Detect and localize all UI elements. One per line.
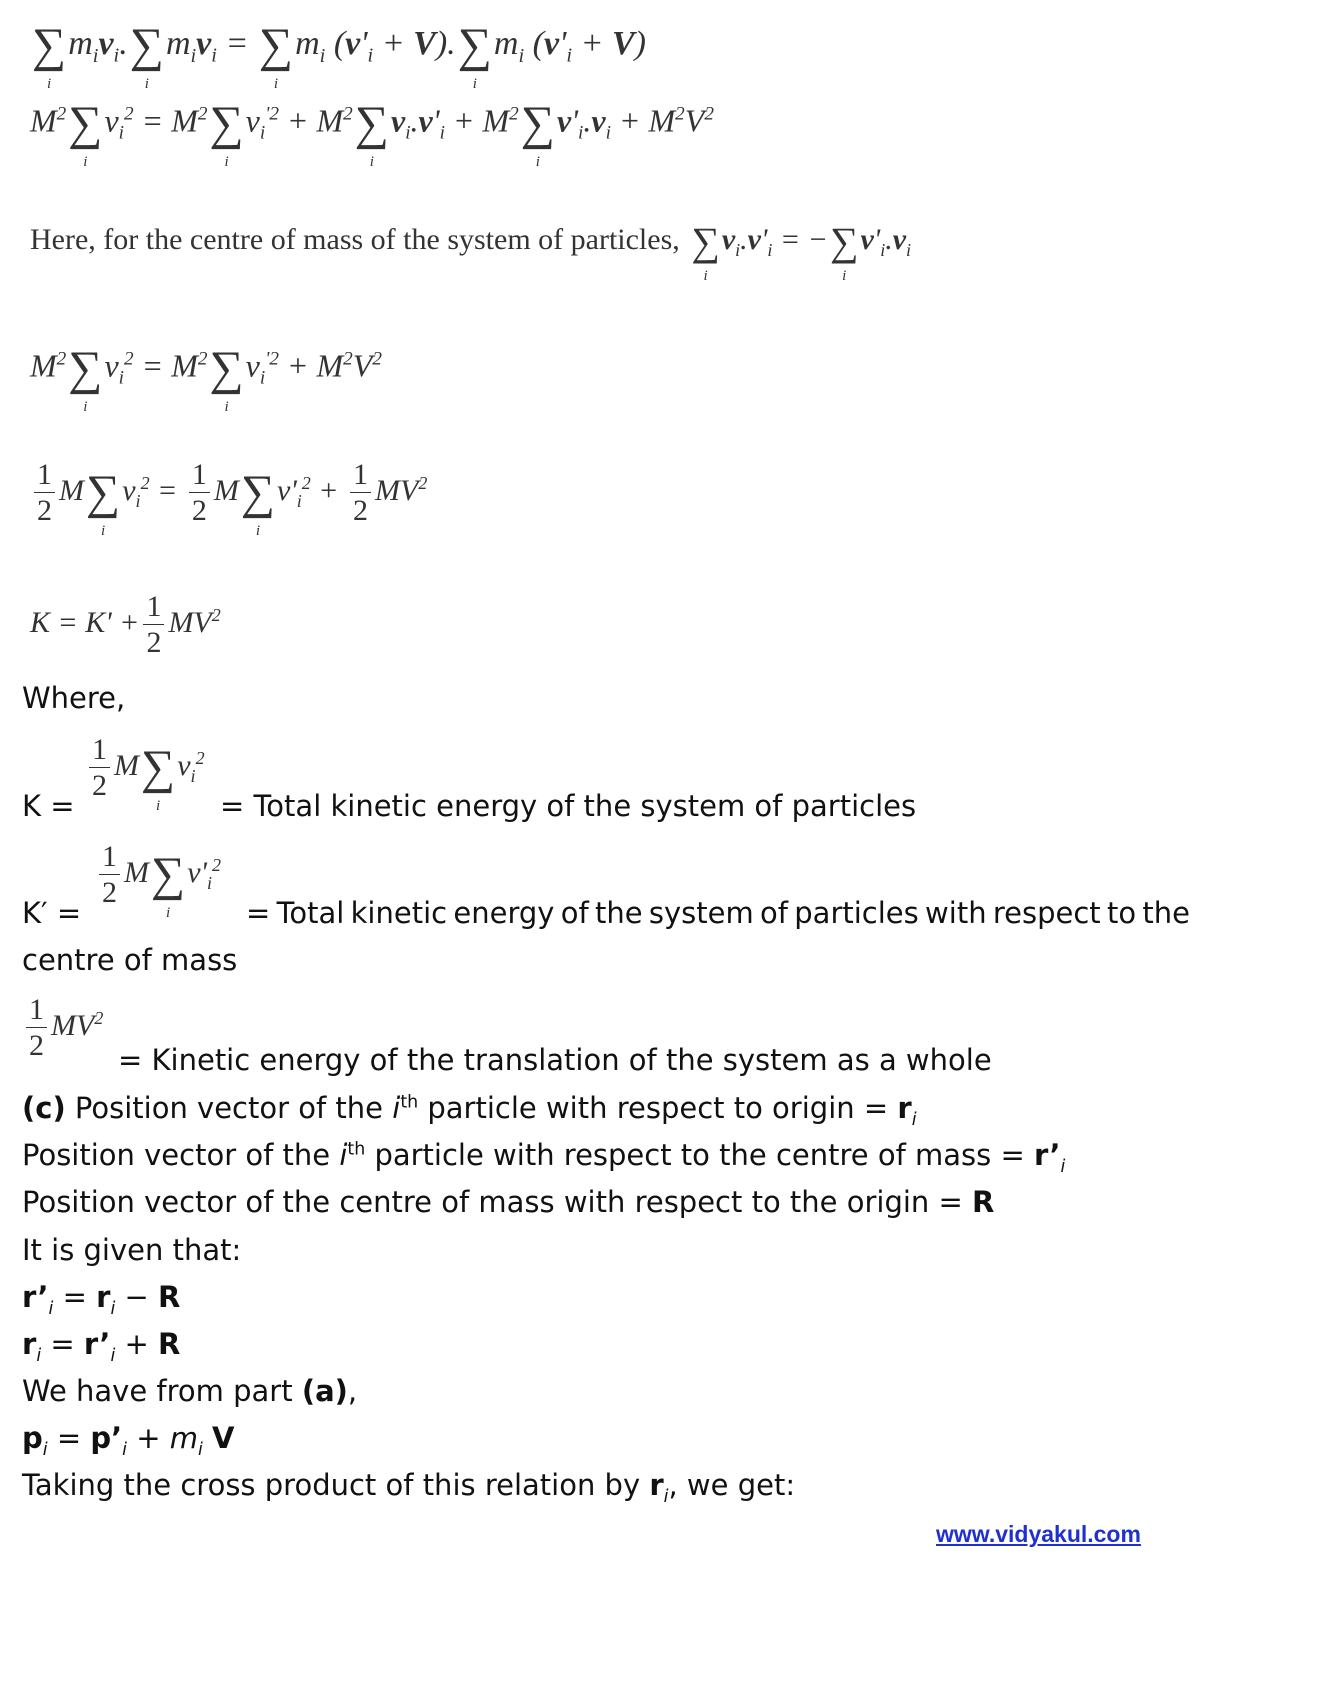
kprime-word: of	[760, 896, 788, 930]
kprime-word: the	[594, 896, 643, 930]
kprime-word: with	[925, 896, 987, 930]
part-c-line: (c) Position vector of the $i^{th}$ particle with respect to origin = $r_i$	[22, 1091, 917, 1130]
kprime-label: K′ =	[22, 896, 82, 930]
k-label: K =	[22, 789, 75, 823]
kprime-word: particles	[794, 896, 919, 930]
equation-momentum-product: ∑ i $m_iv_i.\sum$ i $m_iv_i$ = ∑ i $m_i$ $(v'_i + V).\sum$ i $m_i$ $(v'_i + V)$	[32, 19, 646, 92]
where-label: Where,	[22, 681, 126, 715]
equation-kinetic: K = K' + $\frac{1}{2}$ $MV^2$	[30, 590, 221, 659]
kprime-word: of	[560, 896, 589, 930]
translation-formula: $\frac{1}{2}$ $MV^2$	[22, 995, 103, 1061]
kprime-word: energy	[453, 896, 555, 930]
k-description: = Total kinetic energy of the system of particles	[220, 789, 917, 823]
kprime-word: kinetic	[350, 896, 448, 930]
kprime-word: respect	[992, 896, 1101, 930]
centre-of-mass-condition: Here, for the centre of mass of the system of particles, ∑ i $v_i.v'_i$ = −∑ i $v'_i.v_i$	[30, 219, 912, 284]
footer-link[interactable]: www.vidyakul.com	[936, 1521, 1141, 1547]
relation-r: $r_i$ = $r’_i + R$	[22, 1327, 181, 1366]
kprime-formula: $\frac{1}{2}$ M∑ i $v'_i^2$	[95, 842, 221, 908]
kprime-word: the	[1142, 896, 1190, 930]
equation-halves: $\frac{1}{2}$ M∑ i $v_i^2$ = $\frac{1}{2}$ M∑ i $v'_i^2$ + $\frac{1}{2}$ $MV^2$	[30, 460, 427, 526]
cross-product-line: Taking the cross product of this relation by $r_i$, we get:	[22, 1468, 796, 1507]
kprime-word: to	[1106, 896, 1137, 930]
kprime-description	[246, 896, 1190, 930]
given-line: It is given that:	[22, 1233, 242, 1267]
equation-simplified: $M^2\sum$ i $v_i^2 = M^2\sum$ i $v_i^{'2} + M^2V^2$	[30, 342, 382, 415]
kprime-word: Total	[276, 896, 345, 930]
momentum-relation: $p_i$ = $p’_i + m_i$ V	[22, 1421, 235, 1460]
translation-description: = Kinetic energy of the translation of the system as a whole	[118, 1043, 992, 1077]
relation-r-prime: $r’_i = r_i - R$	[22, 1280, 181, 1319]
kprime-word: =	[246, 896, 271, 930]
position-vector-cm-line: Position vector of the $i^{th}$ particle with respect to the centre of mass = $r’_i$	[22, 1138, 1066, 1177]
kprime-word: system	[648, 896, 754, 930]
k-formula: $\frac{1}{2}$ M∑ i $v_i^2$	[85, 735, 205, 801]
position-vector-origin-line: Position vector of the centre of mass with respect to the origin = R	[22, 1185, 995, 1219]
equation-expanded: $M^2\sum$ i $v_i^2 = M^2\sum$ i $v_i^{'2} + M^2\sum$ i $v_i.v'_i + M^2\sum$ i $v'_i.v_i + M^2V^2$	[30, 97, 714, 170]
kprime-description-cont: centre of mass	[22, 943, 238, 977]
part-a-reference: We have from part (a),	[22, 1374, 358, 1408]
